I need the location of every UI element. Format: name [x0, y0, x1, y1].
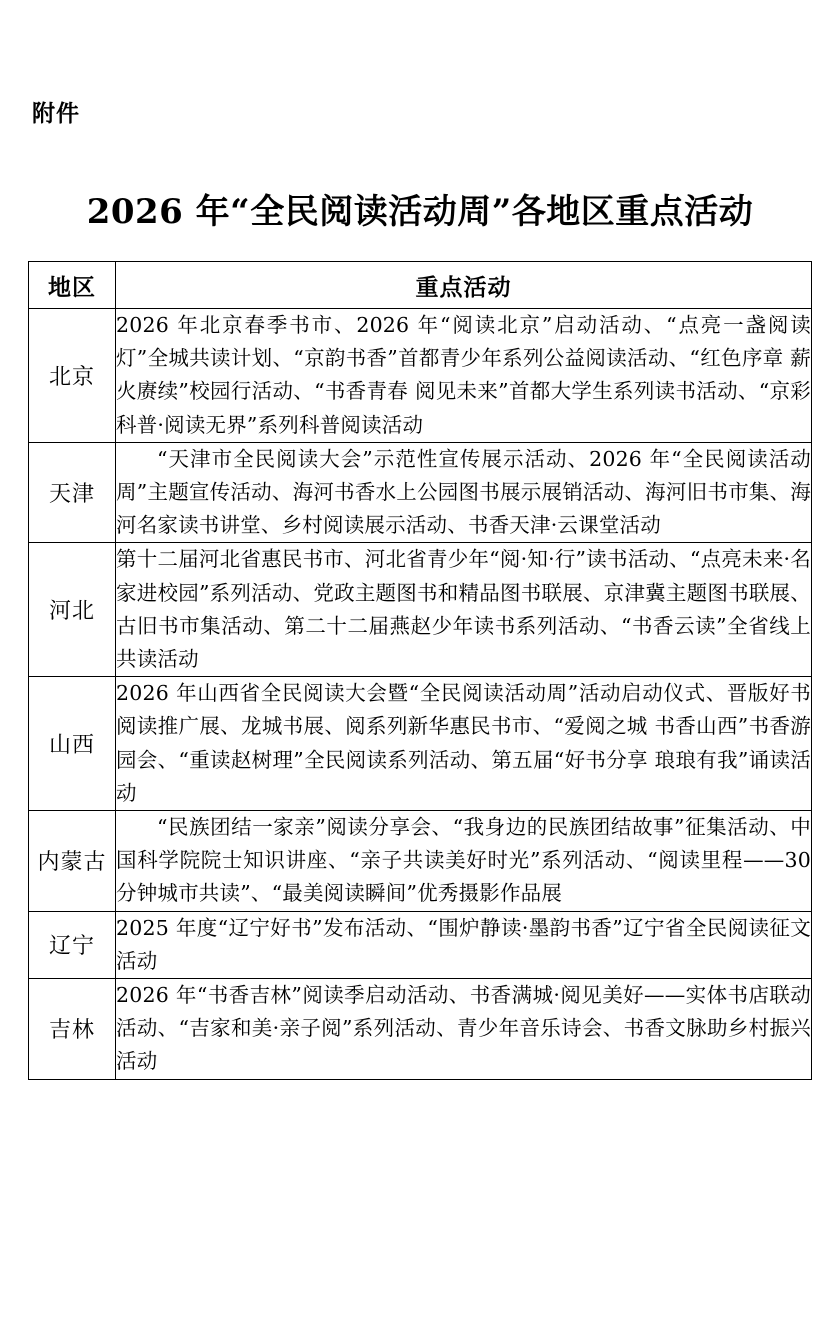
region-name: 北京	[29, 309, 116, 443]
table-row	[29, 979, 812, 1080]
table-row	[29, 309, 812, 443]
region-activities: 2026 年北京春季书市、2026 年“阅读北京”启动活动、“点亮一盏阅读灯”全城共读计划、“京韵书香”首都青少年系列公益阅读活动、“红色序章 薪火赓续”校园行活动、“书香青春 阅见未来”首都大学生系列读书活动、“京彩科普·阅读无界”系列科普阅读活动	[116, 309, 812, 443]
region-activities: 2025 年度“辽宁好书”发布活动、“围炉静读·墨韵书香”辽宁省全民阅读征文活动	[116, 911, 812, 978]
table-row	[29, 442, 812, 543]
table-header-row	[29, 262, 812, 309]
column-header-activity: 重点活动	[116, 262, 812, 309]
region-name: 辽宁	[29, 911, 116, 978]
table-row	[29, 677, 812, 811]
region-activities: “天津市全民阅读大会”示范性宣传展示活动、2026 年“全民阅读活动周”主题宣传活动、海河书香水上公园图书展示展销活动、海河旧书市集、海河名家读书讲堂、乡村阅读展示活动、书香天津·云课堂活动	[116, 442, 812, 543]
region-activities: 2026 年“书香吉林”阅读季启动活动、书香满城·阅见美好——实体书店联动活动、“吉家和美·亲子阅”系列活动、青少年音乐诗会、书香文脉助乡村振兴活动	[116, 979, 812, 1080]
table-row	[29, 811, 812, 912]
column-header-region: 地区	[29, 262, 116, 309]
document-page	[0, 95, 840, 1334]
region-activities: 2026 年山西省全民阅读大会暨“全民阅读活动周”活动启动仪式、晋版好书阅读推广展、龙城书展、阅系列新华惠民书市、“爱阅之城 书香山西”书香游园会、“重读赵树理”全民阅读系列活动、第五届“好书分享 琅琅有我”诵读活动	[116, 677, 812, 811]
table-row	[29, 911, 812, 978]
region-name: 天津	[29, 442, 116, 543]
page-title: 2026 年“全民阅读活动周”各地区重点活动	[86, 192, 754, 232]
region-activities: 第十二届河北省惠民书市、河北省青少年“阅·知·行”读书活动、“点亮未来·名家进校园”系列活动、党政主题图书和精品图书联展、京津冀主题图书联展、古旧书市集活动、第二十二届燕赵少年读书系列活动、“书香云读”全省线上共读活动	[116, 543, 812, 677]
region-name: 河北	[29, 543, 116, 677]
region-name: 吉林	[29, 979, 116, 1080]
activity-table	[28, 261, 812, 1080]
region-name: 山西	[29, 677, 116, 811]
region-activities: “民族团结一家亲”阅读分享会、“我身边的民族团结故事”征集活动、中国科学院院士知识讲座、“亲子共读美好时光”系列活动、“阅读里程——30 分钟城市共读”、“最美阅读瞬间”优秀摄影作品展	[116, 811, 812, 912]
attachment-label: 附件	[32, 101, 80, 127]
table-body	[29, 309, 812, 1080]
region-name: 内蒙古	[29, 811, 116, 912]
table-row	[29, 543, 812, 677]
